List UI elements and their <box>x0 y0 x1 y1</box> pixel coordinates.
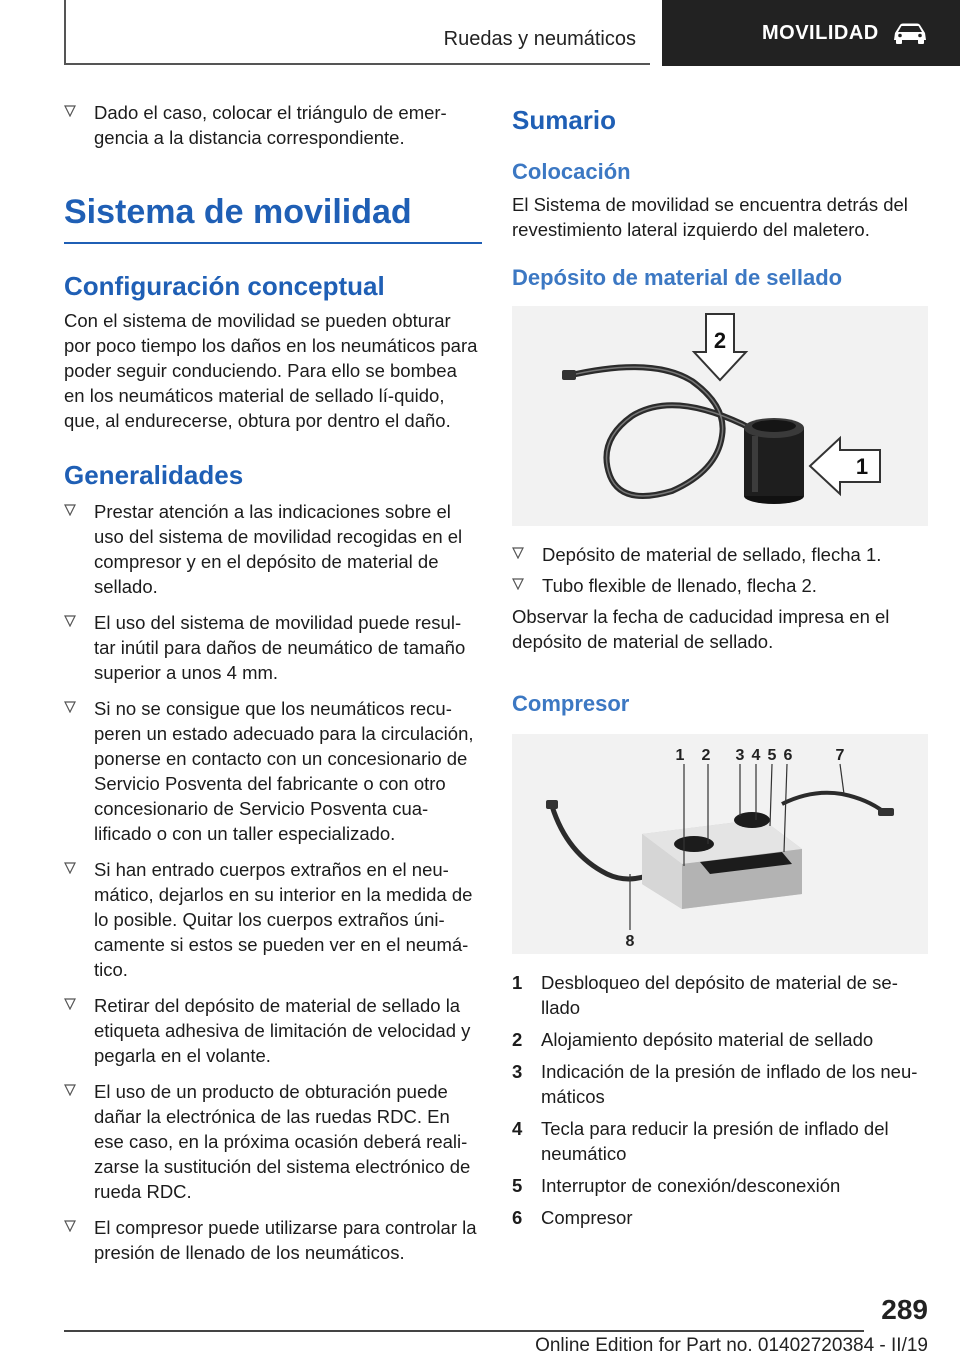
list-item <box>512 1116 928 1166</box>
item-text: Tecla para reducir la presión de inflado del neumático <box>541 1118 889 1164</box>
list-item <box>64 100 482 150</box>
list-item <box>512 542 928 567</box>
list-item <box>512 970 928 1020</box>
bullet-text: El uso de un producto de obturación puede dañar la electrónica de las ruedas RDC. En ese caso, en la próxima ocasión deberá reali‐zarse la sustitución del sistema electrónico de rueda RDC. <box>94 1081 471 1202</box>
list-item <box>64 499 482 599</box>
triangle-bullet-icon <box>64 862 76 874</box>
general-bullet-list <box>64 499 482 1265</box>
sealant-figure-label-1: 1 <box>855 454 869 479</box>
list-item <box>512 1173 928 1198</box>
triangle-bullet-icon <box>64 504 76 516</box>
list-item <box>512 1205 928 1230</box>
bullet-text: Retirar del depósito de material de sellado la etiqueta adhesiva de limitación de velocidad y pegarla en el volante. <box>94 995 471 1066</box>
triangle-bullet-icon <box>64 615 76 627</box>
chapter-tab-label: MOVILIDAD <box>762 21 879 44</box>
item-text: Indicación de la presión de inflado de los neu‐máticos <box>541 1061 918 1107</box>
triangle-bullet-icon <box>64 105 76 117</box>
compressor-figure-label-7: 7 <box>835 747 845 764</box>
list-item <box>512 573 928 598</box>
placement-text: El Sistema de movilidad se encuentra detrás del revestimiento lateral izquierdo del maletero. <box>512 194 908 240</box>
item-number: 5 <box>512 1175 523 1196</box>
sealant-note: Observar la fecha de caducidad impresa en el depósito de material de sellado. <box>512 606 890 652</box>
bullet-text: Depósito de material de sellado, flecha 1. <box>542 544 882 565</box>
compressor-heading: Compresor <box>512 691 630 716</box>
footer-edition: Online Edition for Part no. 01402720384 - II/19 <box>535 1335 928 1356</box>
right-column <box>512 100 928 1237</box>
bullet-text: Tubo flexible de llenado, flecha 2. <box>542 575 817 596</box>
sealant-bullet-list <box>512 542 928 598</box>
page-number: 289 <box>881 1294 928 1325</box>
compressor-figure-label-1: 1 <box>675 747 685 764</box>
list-item <box>64 857 482 982</box>
sealant-figure <box>512 306 928 526</box>
bullet-text: El compresor puede utilizarse para controlar la presión de llenado de los neumáticos. <box>94 1217 477 1263</box>
compressor-illustration <box>512 734 928 954</box>
placement-heading: Colocación <box>512 159 631 184</box>
list-item <box>64 1215 482 1265</box>
left-column <box>64 100 482 1276</box>
item-text: Alojamiento depósito material de sellado <box>541 1029 874 1050</box>
concept-text: Con el sistema de movilidad se pueden obturar por poco tiempo los daños en los neumáticos para poder seguir conduciendo. Para ello se bombea en los neumáticos material de sellado lí‐quido, que, al endurecerse, obtura por dentro el daño. <box>64 310 478 431</box>
compressor-figure-label-4: 4 <box>751 747 761 764</box>
list-item <box>64 610 482 685</box>
item-text: Compresor <box>541 1207 633 1228</box>
general-heading: Generalidades <box>64 460 244 490</box>
list-item <box>512 1027 928 1052</box>
section-title-block <box>64 190 482 244</box>
compressor-figure <box>512 734 928 954</box>
sealant-illustration <box>512 306 928 526</box>
header-section-title: Ruedas y neumáticos <box>443 28 636 50</box>
item-number: 2 <box>512 1029 523 1050</box>
compressor-figure-label-6: 6 <box>783 747 793 764</box>
item-number: 6 <box>512 1207 523 1228</box>
car-icon <box>891 21 929 45</box>
summary-heading: Sumario <box>512 105 617 135</box>
compressor-figure-label-3: 3 <box>735 747 745 764</box>
list-item <box>64 1079 482 1204</box>
item-number: 4 <box>512 1118 523 1139</box>
triangle-bullet-icon <box>512 578 524 590</box>
section-title-rule <box>64 242 482 244</box>
bullet-text: El uso del sistema de movilidad puede resul‐tar inútil para daños de neumático de tamaño superior a unos 4 mm. <box>94 612 466 683</box>
list-item <box>64 993 482 1068</box>
triangle-bullet-icon <box>64 998 76 1010</box>
item-text: Desbloqueo del depósito de material de se‐llado <box>541 972 898 1018</box>
triangle-bullet-icon <box>64 1220 76 1232</box>
bullet-text: Prestar atención a las indicaciones sobre el uso del sistema de movilidad recogidas en el compresor y en el depósito de material de sellado. <box>94 501 463 597</box>
item-text: Interruptor de conexión/desconexión <box>541 1175 841 1196</box>
sealant-figure-label-2: 2 <box>713 328 727 353</box>
header-bottom-rule <box>64 63 650 65</box>
item-number: 1 <box>512 972 523 993</box>
sealant-heading: Depósito de material de sellado <box>512 265 843 290</box>
header-chapter-tab <box>662 0 960 66</box>
triangle-bullet-icon <box>64 1084 76 1096</box>
section-title: Sistema de movilidad <box>64 193 412 231</box>
list-item <box>512 1059 928 1109</box>
compressor-figure-label-8: 8 <box>625 933 635 950</box>
compressor-figure-label-5: 5 <box>767 747 777 764</box>
bullet-text: Si no se consigue que los neumáticos recu‐peren un estado adecuado para la circulación, ponerse en contacto con un concesionario de Servicio Posventa del fabricante o con otro concesionario de Servicio Posventa cua‐lificado o con un taller especializado. <box>94 698 474 844</box>
concept-heading: Configuración conceptual <box>64 271 385 301</box>
triangle-bullet-icon <box>512 547 524 559</box>
item-number: 3 <box>512 1061 523 1082</box>
bullet-text: Dado el caso, colocar el triángulo de emer‐gencia a la distancia correspondiente. <box>94 102 447 148</box>
bullet-text: Si han entrado cuerpos extraños en el neu‐mático, dejarlos en su interior en la medida de lo posible. Quitar los cuerpos extraños úni‐camente si estos se pueden ver en el neumá‐tico. <box>94 859 473 980</box>
triangle-bullet-icon <box>64 701 76 713</box>
compressor-legend-list <box>512 970 928 1230</box>
footer-rule <box>64 1330 864 1332</box>
compressor-figure-label-2: 2 <box>701 747 711 764</box>
list-item <box>64 696 482 846</box>
